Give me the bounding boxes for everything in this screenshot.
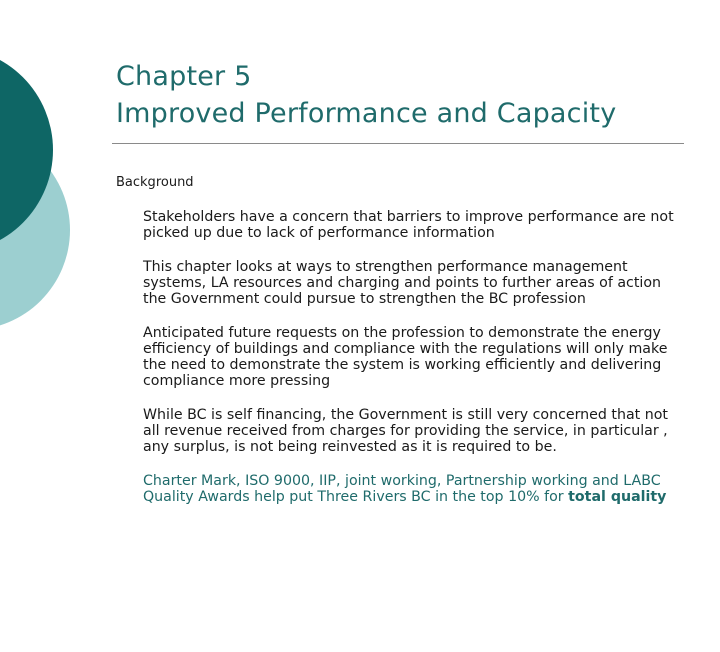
paragraph-chapter-scope: This chapter looks at ways to strengthen performance management systems, LA resources and charging and points to further areas of action the Government could pursue to strengthen the BC profession [143,259,662,307]
paragraph-self-financing: While BC is self financing, the Government is still very concerned that not all revenue received from charges for providing the service, in particular , any surplus, is not being reinvested as it is required to be. [143,407,668,455]
decorative-circles [0,0,110,360]
title-divider [112,143,684,144]
quality-awards-text: Charter Mark, ISO 9000, IIP, joint working, Partnership working and LABC Quality Awards help put Three Rivers BC in the top 10% for [143,473,661,505]
slide-title-line-2: Improved Performance and Capacity [116,98,617,129]
paragraph-stakeholders: Stakeholders have a concern that barriers to improve performance are not picked up due to lack of performance information [143,209,674,241]
paragraph-future-requests: Anticipated future requests on the profession to demonstrate the energy efficiency of buildings and compliance with the regulations will only make the need to demonstrate the system is working efficiently and delivering compliance more pressing [143,325,668,389]
section-label: Background [116,175,194,190]
slide-title-line-1: Chapter 5 [116,61,252,92]
total-quality-emphasis: total quality [568,489,667,505]
paragraph-quality-awards [143,473,688,505]
body-paragraphs [143,209,688,523]
slide-title [116,58,686,132]
